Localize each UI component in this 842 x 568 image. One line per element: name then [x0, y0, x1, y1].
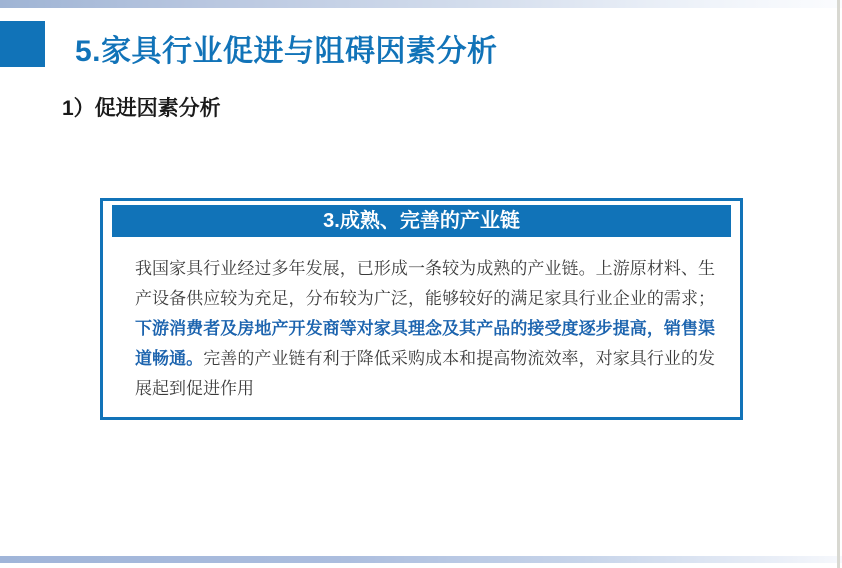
body-text-part3: 完善的产业链有利于降低采购成本和提高物流效率，对家具行业的发展起到促进作用 [135, 349, 716, 398]
title-accent-square [0, 21, 45, 67]
factor-card-header: 3.成熟、完善的产业链 [112, 205, 731, 237]
top-gradient-strip [0, 0, 842, 8]
body-text-part1: 我国家具行业经过多年发展，已形成一条较为成熟的产业链。上游原材料、生产设备供应较为充足，分布较为广泛，能够较好的满足家具行业企业的需求； [135, 259, 715, 308]
bottom-gradient-strip [0, 556, 842, 563]
page-title: 5.家具行业促进与阻碍因素分析 [75, 35, 498, 68]
factor-card-body [135, 254, 715, 404]
page-subtitle: 1）促进因素分析 [62, 97, 221, 120]
right-edge-line [837, 0, 840, 568]
factor-card [100, 198, 743, 420]
body-text-highlight: 下游消费者及房地产开发商等对家具理念及其产品的接受度逐步提高，销售渠道畅通。 [135, 319, 715, 368]
